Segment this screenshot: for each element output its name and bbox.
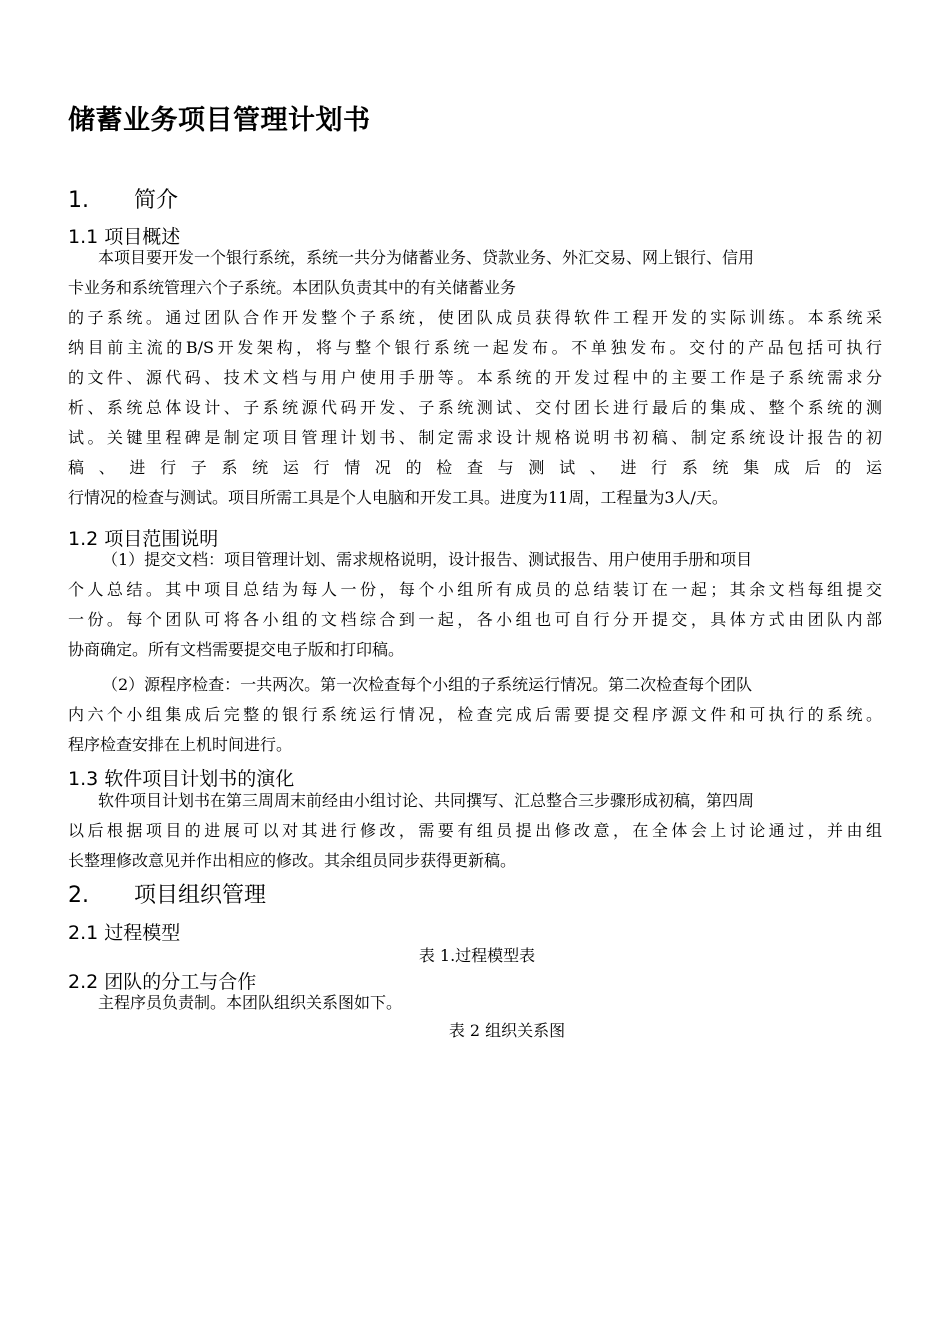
section-2-title: 项目组织管理 xyxy=(134,883,267,908)
section-2-2-heading: 2.2 团队的分工与合作 xyxy=(68,971,257,993)
paragraph-line: 主程序员负责制。本团队组织关系图如下。 xyxy=(98,993,403,1012)
paragraph-line: 的子系统。通过团队合作开发整个子系统，使团队成员获得软件工程开发的实际训练。本系统采 xyxy=(68,308,882,327)
paragraph-line: 的文件、源代码、技术文档与用户使用手册等。本系统的开发过程中的主要工作是子系统需求分 xyxy=(68,368,882,387)
table-1-caption: 表 1.过程模型表 xyxy=(418,946,536,965)
section-1-3-paragraph xyxy=(68,786,882,876)
section-1-1-paragraph xyxy=(68,243,882,513)
section-2-2-paragraph xyxy=(68,988,882,1018)
section-1-title: 简介 xyxy=(134,188,179,213)
paragraph-line: 一份。每个团队可将各小组的文档综合到一起，各小组也可自行分开提交，具体方式由团队内部 xyxy=(68,610,882,629)
section-1-1-heading: 1.1 项目概述 xyxy=(68,226,181,248)
section-1-number: 1. xyxy=(68,188,89,213)
section-2-number: 2. xyxy=(68,883,89,908)
paragraph-line: 软件项目计划书在第三周周末前经由小组讨论、共同撰写、汇总整合三步骤形成初稿，第四周 xyxy=(98,791,755,810)
paragraph-line: 试。关键里程碑是制定项目管理计划书、制定需求设计规格说明书初稿、制定系统设计报告的初 xyxy=(68,428,882,447)
paragraph-line: （2）源程序检查：一共两次。第一次检查每个小组的子系统运行情况。第二次检查每个团队 xyxy=(102,675,753,694)
figure-2-caption: 表 2 组织关系图 xyxy=(448,1021,566,1040)
paragraph-line: 长整理修改意见并作出相应的修改。其余组员同步获得更新稿。 xyxy=(68,851,517,870)
section-1-2-paragraph-1 xyxy=(68,545,882,665)
document-title: 储蓄业务项目管理计划书 xyxy=(68,105,371,136)
paragraph-line: （1）提交文档：项目管理计划、需求规格说明，设计报告、测试报告、用户使用手册和项目 xyxy=(102,550,753,569)
section-1-heading xyxy=(68,183,178,214)
paragraph-line: 析、系统总体设计、子系统源代码开发、子系统测试、交付团长进行最后的集成、整个系统的测 xyxy=(68,398,882,417)
paragraph-line: 本项目要开发一个银行系统，系统一共分为储蓄业务、贷款业务、外汇交易、网上银行、信用 xyxy=(98,248,755,267)
paragraph-line: 稿 、 进 行 子 系 统 运 行 情 况 的 检 查 与 测 试 、 进 行 系 统 集 成 后 的 运 xyxy=(68,458,882,477)
paragraph-line: 个人总结。其中项目总结为每人一份，每个小组所有成员的总结装订在一起；其余文档每组提交 xyxy=(68,580,882,599)
section-2-heading xyxy=(68,878,266,909)
paragraph-line: 行情况的检查与测试。项目所需工具是个人电脑和开发工具。进度为11周，工程量为3人/天。 xyxy=(68,488,728,507)
section-1-2-paragraph-2 xyxy=(68,670,882,760)
section-2-1-heading: 2.1 过程模型 xyxy=(68,922,181,944)
paragraph-line: 卡业务和系统管理六个子系统。本团队负责其中的有关储蓄业务 xyxy=(68,278,517,297)
section-1-3-heading: 1.3 软件项目计划书的演化 xyxy=(68,768,295,790)
paragraph-line: 协商确定。所有文档需要提交电子版和打印稿。 xyxy=(68,640,405,659)
paragraph-line: 以后根据项目的进展可以对其进行修改，需要有组员提出修改意，在全体会上讨论通过，并由组 xyxy=(68,821,882,840)
paragraph-line: 纳目前主流的B/S开发架构，将与整个银行系统一起发布。不单独发布。交付的产品包括可执行 xyxy=(68,338,882,357)
section-1-2-heading: 1.2 项目范围说明 xyxy=(68,528,219,550)
paragraph-line: 程序检查安排在上机时间进行。 xyxy=(68,735,293,754)
paragraph-line: 内六个小组集成后完整的银行系统运行情况，检查完成后需要提交程序源文件和可执行的系统。 xyxy=(68,705,882,724)
